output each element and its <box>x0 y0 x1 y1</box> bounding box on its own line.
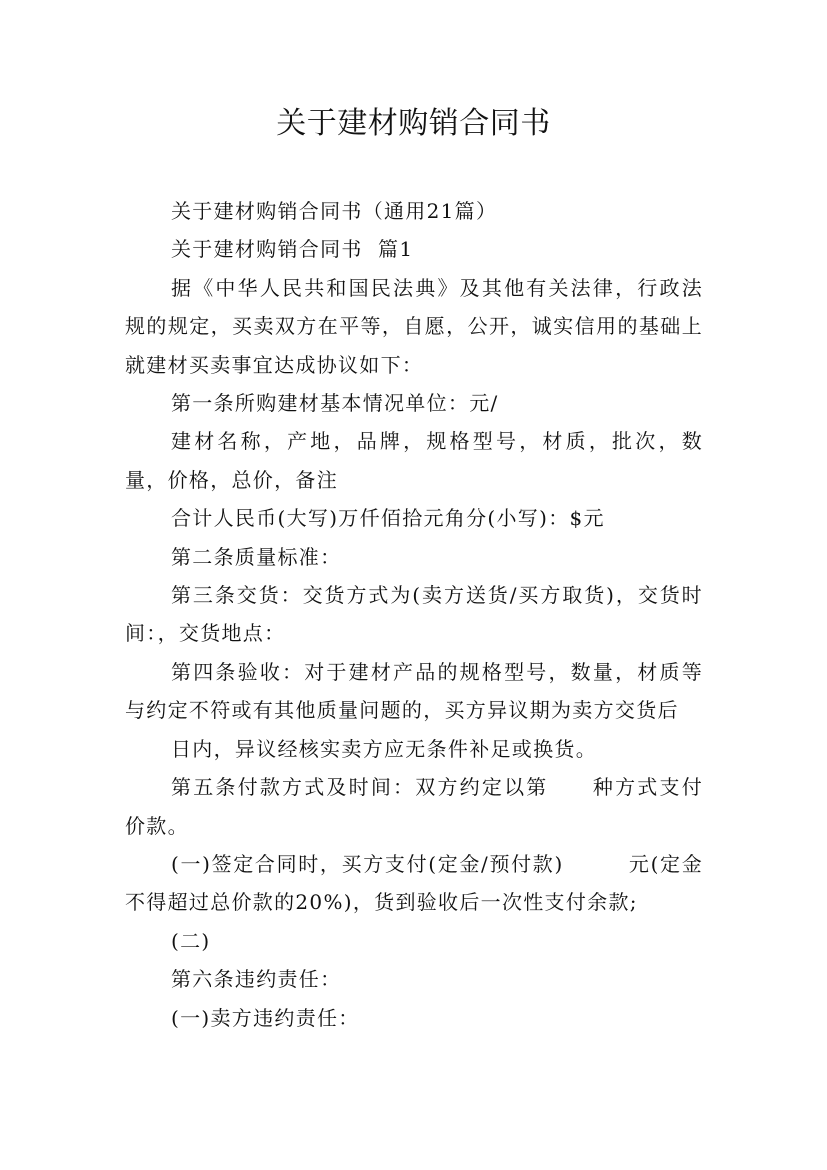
paragraph-payment-option-1: (一)签定合同时，买方支付(定金/预付款) 元(定金不得超过总价款的20%)，货到验收后一次性支付余款; <box>125 851 703 915</box>
paragraph-clause-6: 第六条违约责任： <box>171 967 342 992</box>
paragraph-total-amount: 合计人民币(大写)万仟佰拾元角分(小写)：$元 <box>171 506 605 531</box>
paragraph-clause-4-continued: 日内，异议经核实卖方应无条件补足或换货。 <box>171 736 597 761</box>
paragraph-article-heading: 关于建材购销合同书 篇1 <box>171 237 414 262</box>
paragraph-preamble: 据《中华人民共和国民法典》及其他有关法律，行政法规的规定，买卖双方在平等，自愿，公开，诚实信用的基础上就建材买卖事宜达成协议如下： <box>125 275 703 377</box>
document-title: 关于建材购销合同书 <box>276 106 551 141</box>
paragraph-clause-4: 第四条验收：对于建材产品的规格型号，数量，材质等与约定不符或有其他质量问题的，买方异议期为卖方交货后 <box>125 659 703 723</box>
paragraph-clause-3: 第三条交货：交货方式为(卖方送货/买方取货)，交货时间：，交货地点： <box>125 583 703 646</box>
document-body <box>125 192 703 1037</box>
paragraph-clause-2: 第二条质量标准： <box>171 544 342 569</box>
paragraph-seller-liability: (一)卖方违约责任： <box>171 1005 360 1030</box>
paragraph-payment-option-2: (二) <box>171 928 211 953</box>
paragraph-clause-1: 第一条所购建材基本情况单位：元/ <box>171 391 499 416</box>
paragraph-material-fields: 建材名称，产地，品牌，规格型号，材质，批次，数量，价格，总价，备注 <box>125 429 703 492</box>
paragraph-collection-title: 关于建材购销合同书（通用21篇） <box>171 199 498 223</box>
paragraph-clause-5: 第五条付款方式及时间：双方约定以第 种方式支付价款。 <box>125 775 703 838</box>
